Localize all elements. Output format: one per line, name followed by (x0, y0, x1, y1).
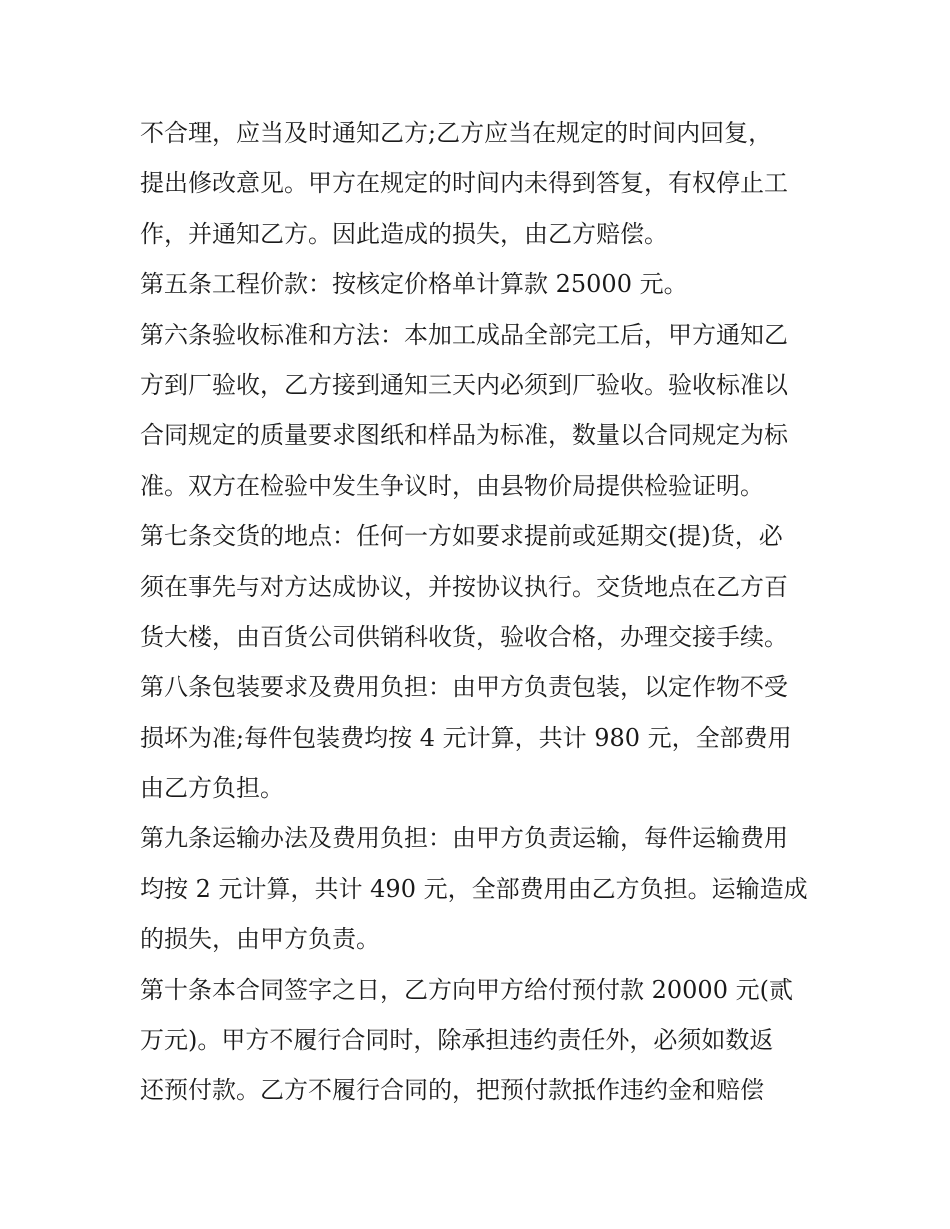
text-line: 货大楼，由百货公司供销科收货，验收合格，办理交接手续。 (140, 622, 788, 651)
clause-8-text: 第八条包装要求及费用负担：由甲方负责包装，以定作物不受 (140, 673, 788, 702)
clause-10-text: 第十条本合同签字之日，乙方向甲方给付预付款 20000 元(贰 (140, 975, 793, 1004)
text-line: 准。双方在检验中发生争议时，由县物价局提供检验证明。 (140, 471, 764, 500)
text-line: 的损失，由甲方负责。 (140, 925, 380, 954)
clause-6-text: 第六条验收标准和方法：本加工成品全部完工后，甲方通知乙 (140, 320, 788, 349)
clause-9-text: 第九条运输办法及费用负担：由甲方负责运输，每件运输费用 (140, 824, 788, 853)
text-line: 由乙方负担。 (140, 774, 284, 803)
text-line: 还预付款。乙方不履行合同的，把预付款抵作违约金和赔偿 (140, 1076, 764, 1105)
text-line: 不合理，应当及时通知乙方;乙方应当在规定的时间内回复， (140, 119, 773, 147)
text-line: 万元)。甲方不履行合同时，除承担违约责任外，必须如数返 (140, 1026, 774, 1055)
text-line: 作，并通知乙方。因此造成的损失，由乙方赔偿。 (140, 219, 668, 248)
clause-7-text: 第七条交货的地点：任何一方如要求提前或延期交(提)货，必 (140, 522, 783, 551)
text-line: 须在事先与对方达成协议，并按协议执行。交货地点在乙方百 (140, 572, 788, 601)
text-line: 方到厂验收，乙方接到通知三天内必须到厂验收。验收标准以 (140, 370, 788, 399)
text-line: 均按 2 元计算，共计 490 元，全部费用由乙方负担。运输造成 (140, 874, 808, 903)
contract-text-body (140, 108, 820, 1116)
text-line: 提出修改意见。甲方在规定的时间内未得到答复，有权停止工 (140, 169, 788, 198)
text-line: 合同规定的质量要求图纸和样品为标准，数量以合同规定为标 (140, 421, 788, 450)
clause-5-text: 第五条工程价款：按核定价格单计算款 25000 元。 (140, 270, 688, 299)
text-line: 损坏为准;每件包装费均按 4 元计算，共计 980 元，全部费用 (140, 723, 792, 752)
